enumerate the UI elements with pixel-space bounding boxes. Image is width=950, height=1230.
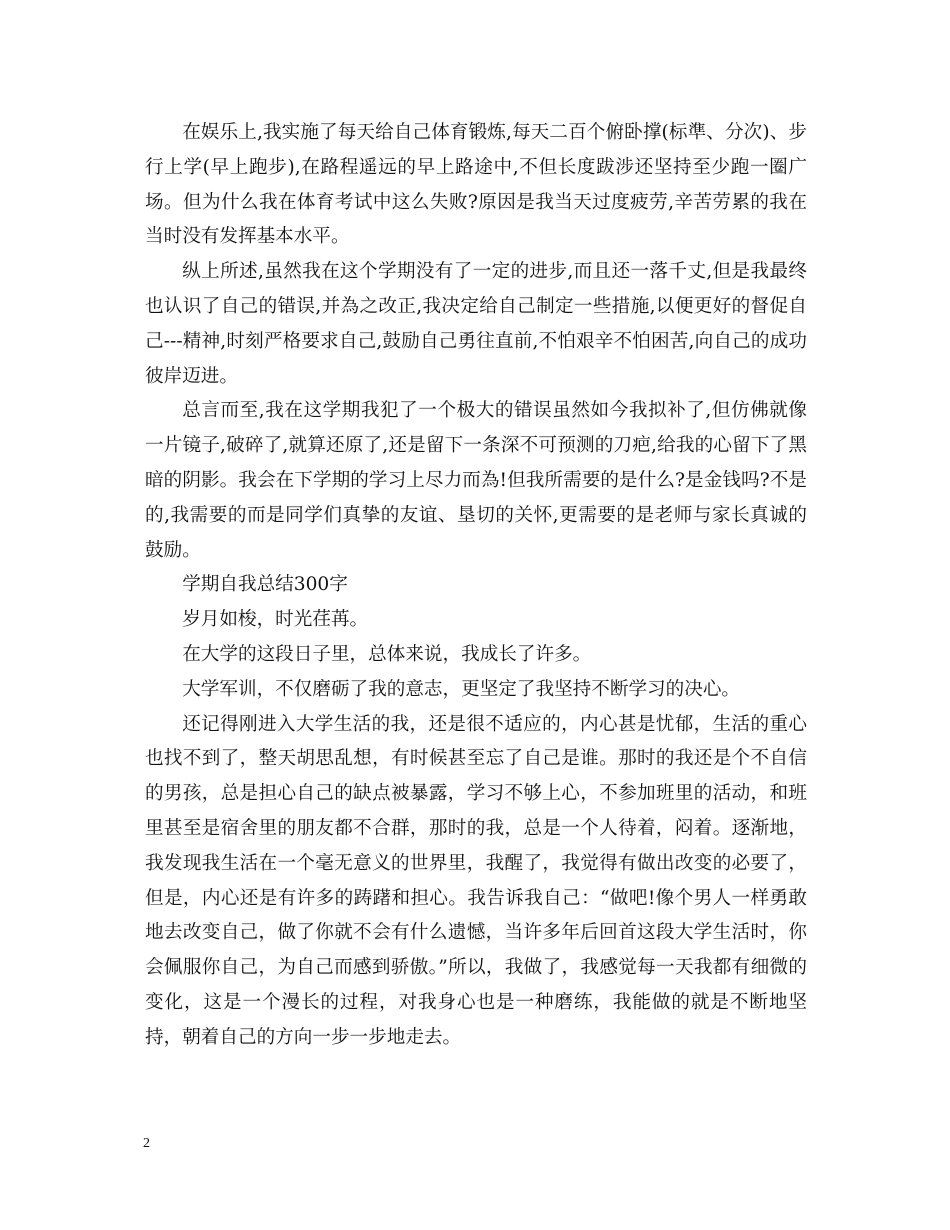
- paragraph: 总言而至,我在这学期我犯了一个极大的错误虽然如今我拟补了,但仿佛就像一片镜子,破碎了,就算还原了,还是留下一条深不可预测的刀疤,给我的心留下了黑暗的阴影。我会在下学期的学习上尽力而為!但我所需要的是什么?是金钱吗?不是的,我需要的而是同学们真挚的友谊、垦切的关怀,更需要的是老师与家长真诚的鼓励。: [145, 400, 807, 561]
- paragraph: 大学军训，不仅磨砺了我的意志，更坚定了我坚持不断学习的决心。: [182, 678, 741, 700]
- section-heading: 学期自我总结300字: [182, 574, 348, 596]
- document-body: [145, 116, 807, 1056]
- paragraph: 还记得刚进入大学生活的我，还是很不适应的，内心甚是忧郁，生活的重心也找不到了，整天胡思乱想，有时候甚至忘了自己是谁。那时的我还是个不自信的男孩，总是担心自己的缺点被暴露，学习不够上心，不参加班里的活动，和班里甚至是宿舍里的朋友都不合群，那时的我，总是一个人待着，闷着。逐渐地，我发现我生活在一个毫无意义的世界里，我醒了，我觉得有做出改变的必要了，但是，内心还是有许多的踌躇和担心。我告诉我自己：“做吧!像个男人一样勇敢地去改变自己，做了你就不会有什么遗憾，当许多年后回首这段大学生活时，你会佩服你自己，为自己而感到骄傲。”所以，我做了，我感觉每一天我都有细微的变化，这是一个漫长的过程，对我身心也是一种磨练，我能做的就是不断地坚持，朝着自己的方向一步一步地走去。: [145, 713, 807, 1048]
- paragraph: 岁月如梭，时光荏苒。: [182, 609, 369, 631]
- paragraph: 在大学的这段日子里，总体来说，我成长了许多。: [182, 643, 592, 665]
- paragraph: 在娱乐上,我实施了每天给自己体育锻炼,每天二百个俯卧撑(标準、分次)、步行上学(早上跑步),在路程遥远的早上路途中,不但长度跋涉还坚持至少跑一圈广场。但为什么我在体育考试中这么失败?原因是我当天过度疲劳,辛苦劳累的我在当时没有发挥基本水平。: [145, 122, 807, 248]
- paragraph: 纵上所述,虽然我在这个学期没有了一定的进步,而且还一落千丈,但是我最终也认识了自己的错误,并為之改正,我决定给自己制定一些措施,以便更好的督促自己---精神,时刻严格要求自己,鼓励自己勇往直前,不怕艰辛不怕困苦,向自己的成功彼岸迈进。: [145, 261, 807, 387]
- page-number: 2: [143, 1136, 150, 1151]
